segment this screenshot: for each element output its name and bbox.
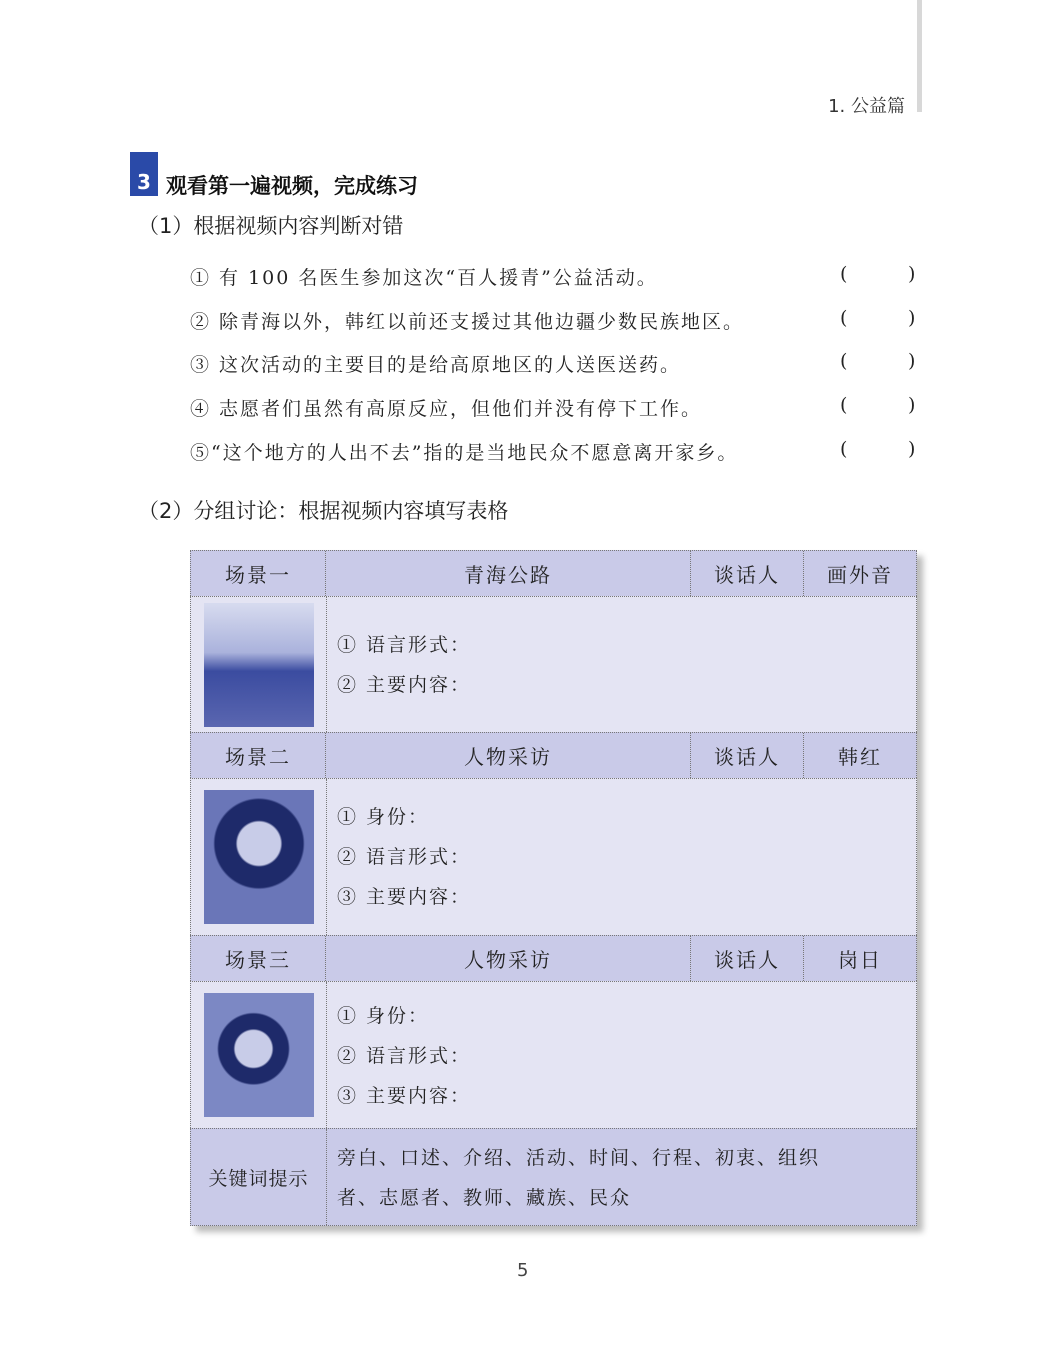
question-5: ⑤“这个地方的人出不去”指的是当地民众不愿意离开家乡。: [190, 442, 739, 464]
keywords-line: 旁白、口述、介绍、活动、时间、行程、初衷、组织: [337, 1147, 821, 1169]
scene-header-row: [190, 732, 917, 778]
keywords-row: [190, 1128, 917, 1226]
section-number: 3: [130, 152, 158, 196]
scene-body-row: [190, 596, 917, 732]
part2-title: （2）分组讨论：根据视频内容填写表格: [138, 499, 509, 523]
answer-blank-open: (: [840, 307, 848, 329]
scene-topic: 青海公路: [325, 551, 690, 596]
answer-line: ① 身份：: [337, 806, 430, 828]
scene-header-row: [190, 550, 917, 596]
answer-blank-open: (: [840, 438, 848, 460]
answer-line: ③ 主要内容：: [337, 1085, 472, 1107]
answer-line: ① 语言形式：: [337, 634, 472, 656]
answer-blank-open: (: [840, 350, 848, 372]
keywords-line: 者、志愿者、教师、藏族、民众: [337, 1187, 632, 1209]
question-4: ④ 志愿者们虽然有高原反应，但他们并没有停下工作。: [190, 398, 703, 420]
discussion-table: [190, 550, 917, 1226]
road-sign-photo: [204, 603, 314, 727]
section-title: 观看第一遍视频，完成练习: [166, 174, 418, 198]
speaker-label: 谈话人: [690, 936, 803, 981]
scene-body-row: [190, 778, 917, 935]
scene-header-row: [190, 935, 917, 981]
speaker-name: 韩红: [803, 733, 917, 778]
interviewee-photo: [204, 993, 314, 1117]
answer-blank-open: (: [840, 263, 848, 285]
scene-name: 场景二: [190, 733, 325, 778]
answer-line: ① 身份：: [337, 1005, 430, 1027]
answer-blank-close: ): [908, 438, 916, 460]
scene-topic: 人物采访: [325, 733, 690, 778]
question-1: ① 有 100 名医生参加这次“百人援青”公益活动。: [190, 267, 658, 289]
question-2: ② 除青海以外，韩红以前还支援过其他边疆少数民族地区。: [190, 311, 745, 333]
answer-blank-close: ): [908, 394, 916, 416]
answer-blank-close: ): [908, 307, 916, 329]
scene-name: 场景一: [190, 551, 325, 596]
scene-topic: 人物采访: [325, 936, 690, 981]
question-3: ③ 这次活动的主要目的是给高原地区的人送医送药。: [190, 354, 682, 376]
answer-line: ③ 主要内容：: [337, 886, 472, 908]
answer-line: ② 主要内容：: [337, 674, 472, 696]
speaker-name: 岗日: [803, 936, 917, 981]
answer-line: ② 语言形式：: [337, 1045, 472, 1067]
keywords-label: 关键词提示: [208, 1167, 309, 1190]
interviewee-photo: [204, 790, 314, 924]
page-number: 5: [517, 1260, 529, 1281]
answer-blank-close: ): [908, 263, 916, 285]
scene-body-row: [190, 981, 917, 1128]
scene-name: 场景三: [190, 936, 325, 981]
part1-title: （1）根据视频内容判断对错: [138, 214, 404, 238]
answer-blank-close: ): [908, 350, 916, 372]
answer-blank-open: (: [840, 394, 848, 416]
speaker-label: 谈话人: [690, 733, 803, 778]
speaker-label: 谈话人: [690, 551, 803, 596]
answer-line: ② 语言形式：: [337, 846, 472, 868]
margin-rule: [917, 0, 922, 112]
speaker-name: 画外音: [803, 551, 917, 596]
chapter-label: 1. 公益篇: [828, 96, 905, 117]
